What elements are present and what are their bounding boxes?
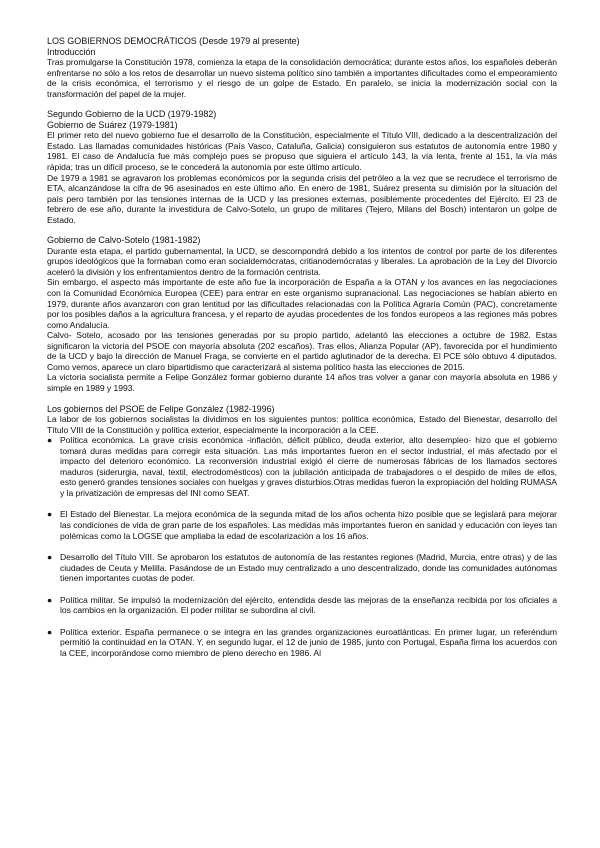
list-item bbox=[47, 595, 557, 616]
list-item bbox=[47, 509, 557, 541]
spacer bbox=[47, 541, 557, 552]
suarez-paragraph-2: De 1979 a 1981 se agravaron los problemas económicos por la segunda crisis del petróleo a la vez que se recrudece el terrorismo de ETA, alcanzándose la cifra de 96 asesinados en este último año. En enero de 1981, Suárez presenta su dimisión por la situación del país pero también por las tensiones internas de la UCD y las presiones externas, posiblemente procedentes del Ejército. El 23 de febrero de ese año, durante la investidura de Calvo-Sotelo, un grupo de militares (Tejero, Milans del Bosch) intentaron un golpe de Estado. bbox=[47, 172, 557, 225]
spacer bbox=[47, 99, 557, 109]
list-item-text: Desarrollo del Título VIII. Se aprobaron los estatutos de autonomía de las restantes regiones (Madrid, Murcia, entre otras) y de las ciudades de Ceuta y Melilla. Pasándose de un Estado muy centralizado a uno descentralizado, donde las comunidades autónomas tienen importantes cuotas de poder. bbox=[60, 552, 557, 584]
spacer bbox=[47, 584, 557, 595]
calvo-paragraph-1: Durante esta etapa, el partido gubernamental, la UCD, se descompondrá debido a los intentos de control por parte de los diferentes grupos ideológicos que la formaban como eran socialdemócratas, critianodemócratas y liberales. La aprobación de la Ley del Divorcio aceleró la división y los enfrentamientos dentro de la formación centrista. bbox=[47, 245, 557, 277]
psoe-intro-paragraph: La labor de los gobiernos socialistas la dividimos en los siguientes puntos: política económica, Estado del Bienestar, desarrollo del Título VIII de la Constitución y política exterior, especialmente la incorporación a la CEE. bbox=[47, 414, 557, 435]
psoe-policy-list bbox=[47, 435, 557, 658]
list-item-text: Política exterior. España permanece o se integra en las grandes organizaciones euroatlánticas. En primer lugar, un referéndum permitió la continuidad en la OTAN. Y, en segundo lugar, el 12 de junio de 1985, junto con Portugal, España firma los acuerdos con la CEE, incorporándose como miembro de pleno derecho en 1986. Al bbox=[60, 626, 557, 658]
bullet-icon: ● bbox=[47, 594, 53, 605]
bullet-icon: ● bbox=[47, 509, 53, 520]
spacer bbox=[47, 616, 557, 627]
bullet-icon: ● bbox=[47, 552, 53, 563]
suarez-subheading: Gobierno de Suárez (1979-1981) bbox=[47, 119, 178, 130]
document-title: LOS GOBIERNOS DEMOCRÁTICOS (Desde 1979 al presente) bbox=[47, 36, 300, 46]
bullet-icon: ● bbox=[47, 626, 53, 637]
calvo-paragraph-4: La victoria socialista permite a Felipe González formar gobierno durante 14 años tras volver a ganar con mayoría absoluta en 1986 y simple en 1989 y 1993. bbox=[47, 372, 557, 393]
list-item bbox=[47, 552, 557, 584]
spacer bbox=[47, 394, 557, 404]
psoe-section-heading: Los gobiernos del PSOE de Felipe González (1982-1996) bbox=[47, 403, 275, 414]
intro-paragraph: Tras promulgarse la Constitución 1978, comienza la etapa de la consolidación democrática; durante estos años, los españoles deberán enfrentarse no sólo a los retos de desarrollar un nuevo sistema político sino también a importantes dificultades como el empeoramiento de la crisis económica, el terrorismo y el riesgo de un golpe de Estado. En paralelo, se inicia la modernización social con la transformación del papel de la mujer. bbox=[47, 57, 557, 99]
suarez-paragraph-1: El primer reto del nuevo gobierno fue el desarrollo de la Constitución, especialmente el Título VIII, dedicado a la descentralización del Estado. Las llamadas comunidades históricas (País Vasco, Cataluña, Galicia) consiguieron sus estatutos de autonomía entre 1980 y 1981. El caso de Andalucía fue más complejo pues se propuso que siguiera el artículo 143, la vía lenta, frente al 151, la vía más rápida; tras un difícil proceso, se le concederá la autonomía por este último artículo. bbox=[47, 130, 557, 173]
calvo-paragraph-2: Sin embargo, el aspecto más importante de este año fue la incorporación de España a la OTAN y los avances en las negociaciones con la Comunidad Económica Europea (CEE) para entrar en este organismo supranacional. Las negociaciones se habían abierto en 1979, durante años avanzaron con gran lentitud por las dificultades relacionadas con la Política Agraria Común (PAC), concretamente por los posibles daños a la agricultura francesa, y el reparto de ayudas procedentes de los fondos europeos a las regiones más pobres como Andalucía. bbox=[47, 277, 557, 330]
list-item-text: Política militar. Se impulsó la modernización del ejército, entendida desde las mejoras de la enseñanza recibida por los oficiales a los cambios en la organización. El poder militar se subordina al civil. bbox=[60, 594, 557, 616]
list-item-text: Política económica. La grave crisis económica -inflación, déficit público, deuda exterior, alto desempleo- hizo que el gobierno tomará duras medidas para corregir esta situación. Las más importantes fueron en el sector industrial, el más afectado por el impacto del deterioro económico. La reconversión industrial exigió el cierre de numerosas fábricas de los llamados sectores maduros (siderurgia, naval, textil, electrodomésticos) con la jubilación anticipada de trabajadores o el despido de miles de ellos, esto generó grandes tensiones sociales con huelgas y graves disturbios.Otras medidas fueron la expropiación del holding RUMASA y la privatización de empresas del INI como SEAT. bbox=[60, 435, 557, 498]
spacer bbox=[47, 498, 557, 509]
intro-heading: Introducción bbox=[47, 46, 96, 57]
calvo-sotelo-subheading: Gobierno de Calvo-Sotelo (1981-1982) bbox=[47, 235, 201, 246]
list-item-text: El Estado del Bienestar. La mejora económica de la segunda mitad de los años ochenta hizo posible que se legislará para mejorar las condiciones de vida de gran parte de los españoles. Las medidas más importantes fueron en sanidad y educación con leyes tan polémicas como la LOGSE que ampliaba la edad de escolarización a los 16 años. bbox=[60, 509, 557, 541]
list-item bbox=[47, 627, 557, 659]
ucd-section-heading: Segundo Gobierno de la UCD (1979-1982) bbox=[47, 109, 217, 120]
list-item bbox=[47, 435, 557, 498]
bullet-icon: ● bbox=[47, 435, 53, 446]
calvo-paragraph-3: Calvo- Sotelo, acosado por las tensiones generadas por su propio partido, adelantó las elecciones a octubre de 1982. Estas significaron la victoria del PSOE con mayoría absoluta (202 escaños). Tras ellos, Alianza Popular (AP), favorecida por el hundimiento de la UCD y bajo la dirección de Manuel Fraga, se convierte en el partido aglutinador de la derecha. El PCE sólo obtuvo 4 diputados. Como vemos, aparece un claro bipartidismo que caracterizará al sistema político hasta las elecciones de 2015. bbox=[47, 330, 557, 372]
document-body bbox=[47, 36, 557, 658]
spacer bbox=[47, 225, 557, 235]
